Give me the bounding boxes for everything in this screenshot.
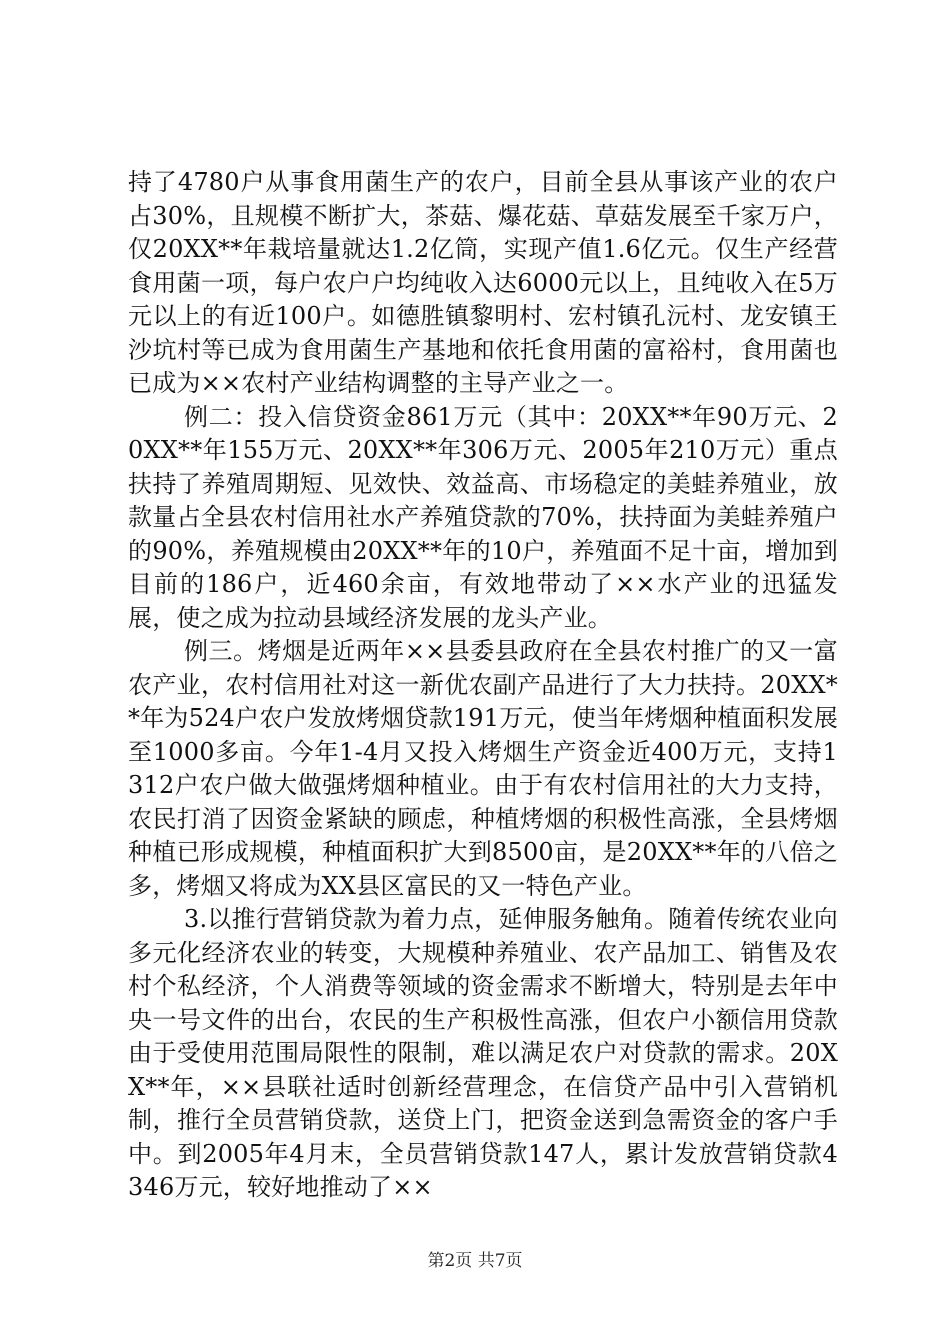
paragraph-example-three: 例三。烤烟是近两年××县委县政府在全县农村推广的又一富农产业，农村信用社对这一新优农副产品进行了大力扶持。20XX**年为524户农户发放烤烟贷款191万元，使当年烤烟种植面积发展至1000多亩。今年1-4月又投入烤烟生产资金近400万元，支持1312户农户做大做强烤烟种植业。由于有农村信用社的大力支持，农民打消了因资金紧缺的顾虑，种植烤烟的积极性高涨，全县烤烟种植已形成规模，种植面积扩大到8500亩，是20XX**年的八倍之多，烤烟又将成为XX县区富民的又一特色产业。 — [128, 637, 839, 900]
document-body — [128, 166, 838, 1205]
paragraph-continued: 持了4780户从事食用菌生产的农户，目前全县从事该产业的农户占30%，且规模不断扩大，茶菇、爆花菇、草菇发展至千家万户，仅20XX**年栽培量就达1.2亿筒，实现产值1.6亿元。仅生产经营食用菌一项，每户农户户均纯收入达6000元以上，且纯收入在5万元以上的有近100户。如德胜镇黎明村、宏村镇孔沅村、龙安镇王沙坑村等已成为食用菌生产基地和依托食用菌的富裕村，食用菌也已成为××农村产业结构调整的主导产业之一。 — [128, 168, 838, 397]
page-footer: 第2页 共7页 — [427, 1251, 523, 1271]
paragraph-example-two: 例二：投入信贷资金861万元（其中：20XX**年90万元、20XX**年155万元、20XX**年306万元、2005年210万元）重点扶持了养殖周期短、见效快、效益高、市场稳定的美蛙养殖业，放款量占全县农村信用社水产养殖贷款的70%，扶持面为美蛙养殖户的90%，养殖规模由20XX**年的10户，养殖面不足十亩，增加到目前的186户，近460余亩，有效地带动了××水产业的迅猛发展，使之成为拉动县域经济发展的龙头产业。 — [128, 402, 838, 632]
paragraph-section-3: 3.以推行营销贷款为着力点，延伸服务触角。随着传统农业向多元化经济农业的转变，大规模种养殖业、农产品加工、销售及农村个私经济，个人消费等领域的资金需求不断增大，特别是去年中央一号文件的出台，农民的生产积极性高涨，但农户小额信用贷款由于受使用范围局限性的限制，难以满足农户对贷款的需求。20XX**年，××县联社适时创新经营理念，在信贷产品中引入营销机制，推行全员营销贷款，送贷上门，把资金送到急需资金的客户手中。到2005年4月末，全员营销贷款147人，累计发放营销贷款4346万元，较好地推动了×× — [128, 905, 838, 1201]
